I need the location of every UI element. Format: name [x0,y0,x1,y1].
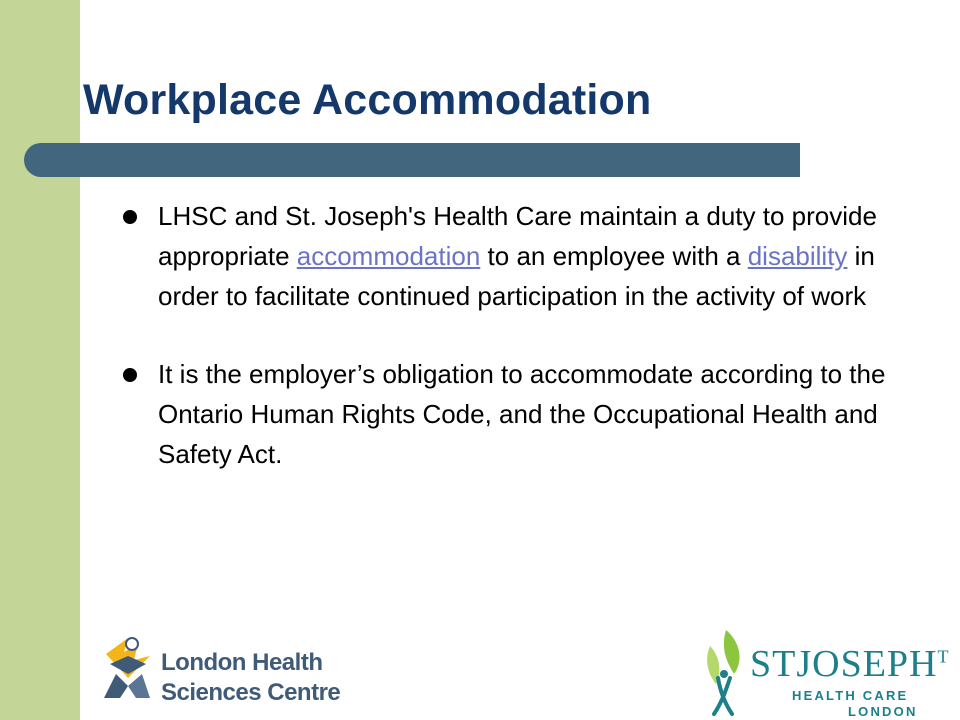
lhsc-line-2: Sciences Centre [161,679,341,706]
st-josephs-health-care: HEALTH CARE [792,688,909,703]
disability-link[interactable]: disability [747,241,848,271]
title-underline-bar [24,143,800,177]
slide-title: Workplace Accommodation [83,76,652,124]
bullet-text: LHSC and St. Joseph's Health Care maintain a duty to provide appropriate [158,201,877,271]
bullet-dot-icon [123,368,137,382]
bullet-text: It is the employer’s obligation to accommodate according to the Ontario Human Rights Code, and the Occupational Health and Safety Act. [158,359,886,469]
bullet-list [120,196,940,474]
left-accent-stripe [0,0,80,720]
lhsc-figure-icon [98,634,158,704]
list-item [120,196,940,316]
lhsc-line-1: London Health [161,649,323,676]
bullet-text: to an employee with a [480,241,748,271]
leaf-figure-icon [700,628,752,716]
st-josephs-logo [700,628,950,719]
lhsc-logo [98,634,341,714]
st-josephs-wordmark [750,642,950,686]
lhsc-wordmark [161,648,340,708]
bullet-text: in order to facilitate continued participation in the activity of work [158,241,875,311]
list-item [120,354,940,474]
st-josephs-superscript: T [937,646,950,667]
st-josephs-name: STJOSEPH [750,643,938,685]
bullet-dot-icon [123,210,137,224]
accommodation-link[interactable]: accommodation [296,241,481,271]
st-josephs-london: LONDON [848,704,918,719]
